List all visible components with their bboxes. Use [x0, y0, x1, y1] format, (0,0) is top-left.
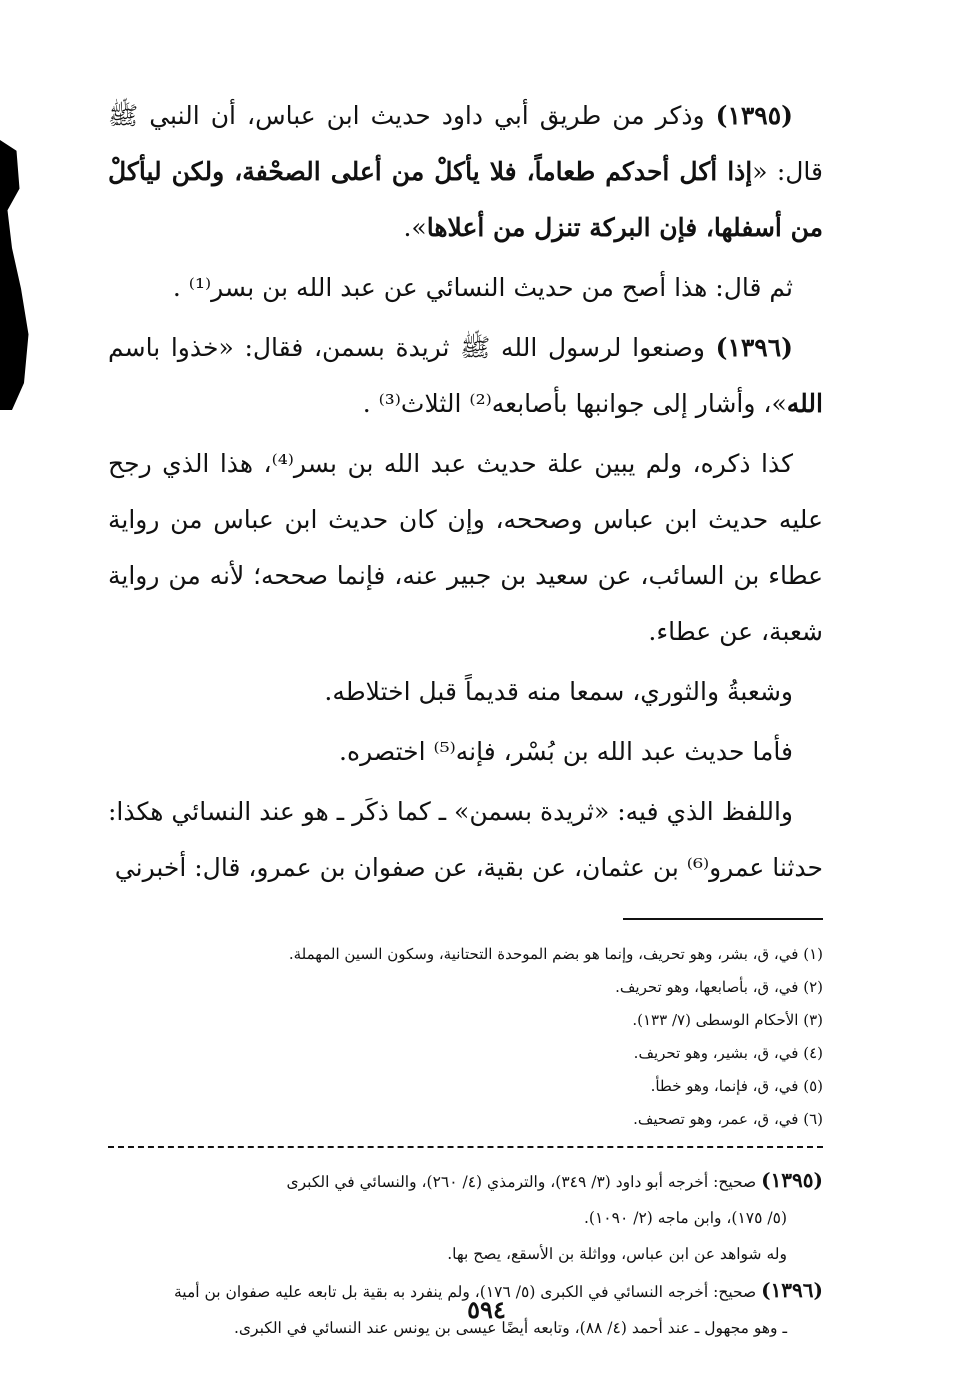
takhrij-1396-line2: ـ وهو مجهول ـ عند أحمد (٤/ ٨٨)، وتابعه أيضًا عيسى بن يونس عند النسائي في الكبرى.: [233, 1319, 787, 1337]
footnotes: [108, 938, 823, 1136]
footnote: (٢) في، ق، بأصابعها، وهو تحريف.: [615, 978, 823, 996]
scan-edge-shadow: [0, 140, 30, 410]
hadith-1395: [108, 88, 823, 256]
hadith-1396: [108, 320, 823, 432]
paragraph-5: واللفظ الذي فيه: «ثريدة بسمن» ـ كما ذكَر ـ هو عند النسائي هكذا: حدثنا عمرو⁽⁶⁾ بن عثمان، عن بقية، عن صفوان بن عمرو، قال: أخبرني: [108, 797, 823, 882]
takhrij-number: (١٣٩٦): [761, 1278, 823, 1302]
takhrij-number: (١٣٩٥): [761, 1168, 823, 1192]
footnote: (١) في، ق، بشر، وهو تحريف، وإنما هو بضم الموحدة التحتانية، وسكون السين المهملة.: [288, 945, 823, 963]
hadith-text-end: ».: [403, 213, 427, 242]
hadith-number: (١٣٩٥): [715, 101, 793, 130]
footnote: (٣) الأحكام الوسطى (٧/ ١٣٣).: [632, 1011, 823, 1029]
footnote-separator: [623, 918, 823, 920]
paragraph-4: فأما حديث عبد الله بن بُسْر، فإنه⁽⁵⁾ اختصره.: [339, 737, 793, 766]
paragraph-3: وشعبةُ والثوري، سمعا منه قديماً قبل اختلاطه.: [324, 677, 793, 706]
takhrij-1395-line2: (٥/ ١٧٥)، وابن ماجه (٢/ ١٠٩٠).: [583, 1209, 787, 1227]
hadith-text: وصنعوا لرسول الله ﷺ ثريدة بسمن، فقال: «خذوا باسم: [108, 333, 716, 362]
paragraph-1: ثم قال: هذا أصح من حديث النسائي عن عبد الله بن بسر⁽¹⁾ .: [172, 273, 793, 302]
page-number: ٥٩٤: [467, 1295, 506, 1324]
footnote: (٦) في، ق، عمر، وهو تصحيف.: [633, 1110, 823, 1128]
page-body: [108, 88, 823, 1346]
takhrij-text: صحيح: أخرجه النسائي في الكبرى (٥/ ١٧٦)، ولم ينفرد به بقية بل تابعه عليه صفوان بن أمية: [173, 1283, 762, 1301]
hadith-quote: إذا أكل أحدكم طعاماً، فلا يأكلْ من أعلى الصحْفة، ولكن ليأكلْ من أسفلها، فإن البركة تنزل من أعلاها: [108, 157, 823, 242]
main-text: [108, 88, 823, 896]
hadith-text: وذكر من طريق أبي داود حديث ابن عباس، أن النبي ﷺ قال: «: [108, 101, 824, 186]
takhrij-1395-line1: [108, 1162, 823, 1200]
takhrij-separator: [108, 1146, 823, 1148]
paragraph-2: كذا ذكره، ولم يبين علة حديث عبد الله بن بسر⁽⁴⁾، هذا الذي رجح عليه حديث ابن عباس وصححه، وإن كان حديث ابن عباس من رواية عطاء بن السائب، عن سعيد بن جبير عنه، فإنما صححه؛ لأنه من رواية شعبة، عن عطاء.: [108, 449, 823, 646]
footnote: (٤) في، ق، بشير، وهو تحريف.: [633, 1044, 823, 1062]
takhrij-text: صحيح: أخرجه أبو داود (٣/ ٣٤٩)، والترمذي (٤/ ٢٦٠)، والنسائي في الكبرى: [286, 1173, 762, 1191]
hadith-bold-word: الله: [786, 389, 823, 418]
hadith-number: (١٣٩٦): [715, 333, 793, 362]
footnote: (٥) في، ق، فإنما، وهو خطأ.: [650, 1077, 823, 1095]
takhrij-1395-line3: وله شواهد عن ابن عباس، وواثلة بن الأسقع، يصح بها.: [447, 1245, 787, 1263]
hadith-text-end: »، وأشار إلى جوانبها بأصابعه⁽²⁾ الثلاث⁽³⁾ .: [362, 389, 787, 418]
